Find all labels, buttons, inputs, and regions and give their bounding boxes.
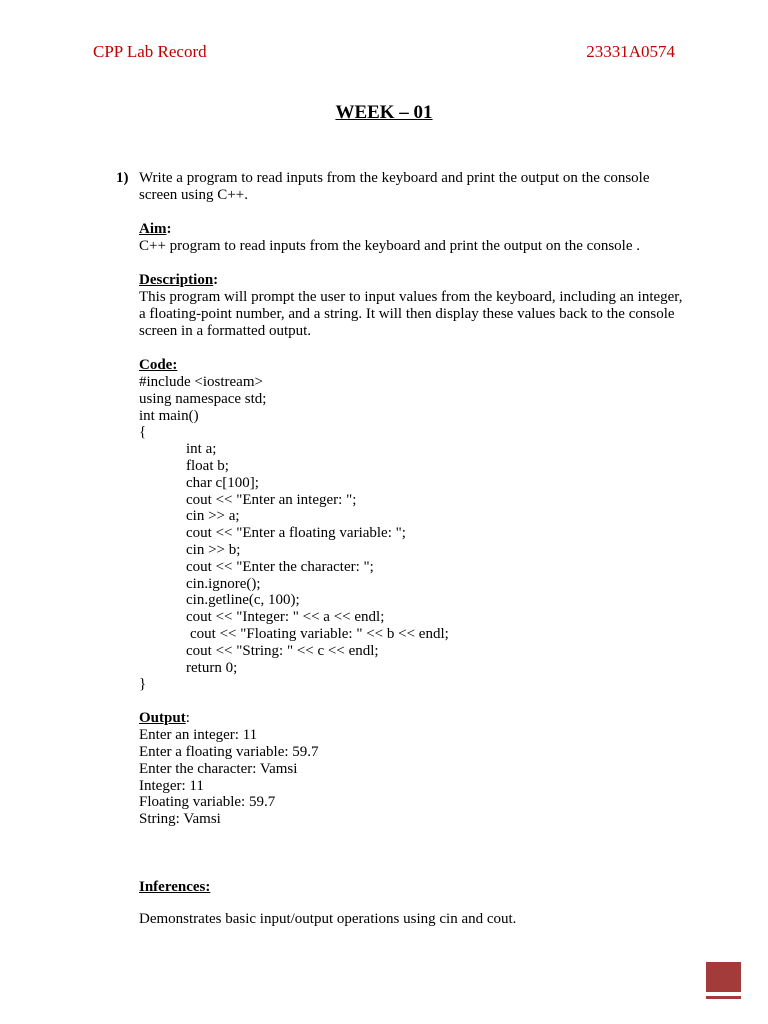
question-number: 1) <box>116 170 129 186</box>
output-block <box>139 727 684 828</box>
code-line: } <box>139 676 147 693</box>
aim-section: Aim: <box>139 221 172 237</box>
code-line: cin >> b; <box>186 541 241 558</box>
code-line: cin.getline(c, 100); <box>186 592 300 609</box>
aim-heading: Aim <box>139 221 167 237</box>
code-line: char c[100]; <box>186 474 259 491</box>
output-line: Enter a floating variable: 59.7 <box>139 743 319 760</box>
inferences-heading: Inferences: <box>139 878 211 895</box>
description-heading: Description <box>139 272 214 288</box>
output-line: Enter an integer: 11 <box>139 727 258 744</box>
description-text: This program will prompt the user to input values from the keyboard, including an integer, a floating-point number, and a string. It will then display these values back to the console screen in a formatted output. <box>139 289 683 339</box>
output-line: Integer: 11 <box>139 777 204 794</box>
corner-decoration-line <box>706 996 741 999</box>
code-heading: Code: <box>139 357 178 373</box>
output-heading: Output <box>139 710 186 727</box>
output-line: Floating variable: 59.7 <box>139 794 276 811</box>
code-line: cout << "Enter an integer: "; <box>186 491 357 508</box>
aim-text: C++ program to read inputs from the keyboard and print the output on the console . <box>139 238 640 254</box>
header-left-title: CPP Lab Record <box>93 42 207 61</box>
page-title: WEEK – 01 <box>335 102 433 123</box>
header-right-roll-number: 23331A0574 <box>586 42 675 61</box>
code-line: float b; <box>186 457 229 474</box>
code-line: using namespace std; <box>139 390 267 407</box>
code-line: cout << "Integer: " << a << endl; <box>186 609 385 626</box>
code-line: cin >> a; <box>186 508 240 525</box>
question-text: Write a program to read inputs from the keyboard and print the output on the console screen using C++. <box>139 170 650 203</box>
corner-decoration <box>706 962 741 992</box>
code-line: #include <iostream> <box>139 374 263 390</box>
output-section: Output: <box>139 710 190 727</box>
code-line: return 0; <box>186 659 238 676</box>
inferences-text: Demonstrates basic input/output operations using cin and cout. <box>139 910 517 927</box>
code-line: cout << "Enter a floating variable: "; <box>186 525 406 542</box>
output-line: String: Vamsi <box>139 811 221 828</box>
code-line: cin.ignore(); <box>186 575 261 592</box>
code-line: cout << "String: " << c << endl; <box>186 642 379 659</box>
question-content <box>139 170 684 928</box>
code-line: cout << "Floating variable: " << b << endl; <box>190 625 449 642</box>
description-section: Description: <box>139 272 219 288</box>
code-line: int a; <box>186 441 217 458</box>
code-line: { <box>139 424 147 441</box>
code-line: cout << "Enter the character: "; <box>186 558 374 575</box>
output-line: Enter the character: Vamsi <box>139 760 298 777</box>
code-line: int main() <box>139 407 199 424</box>
code-block <box>139 374 684 693</box>
